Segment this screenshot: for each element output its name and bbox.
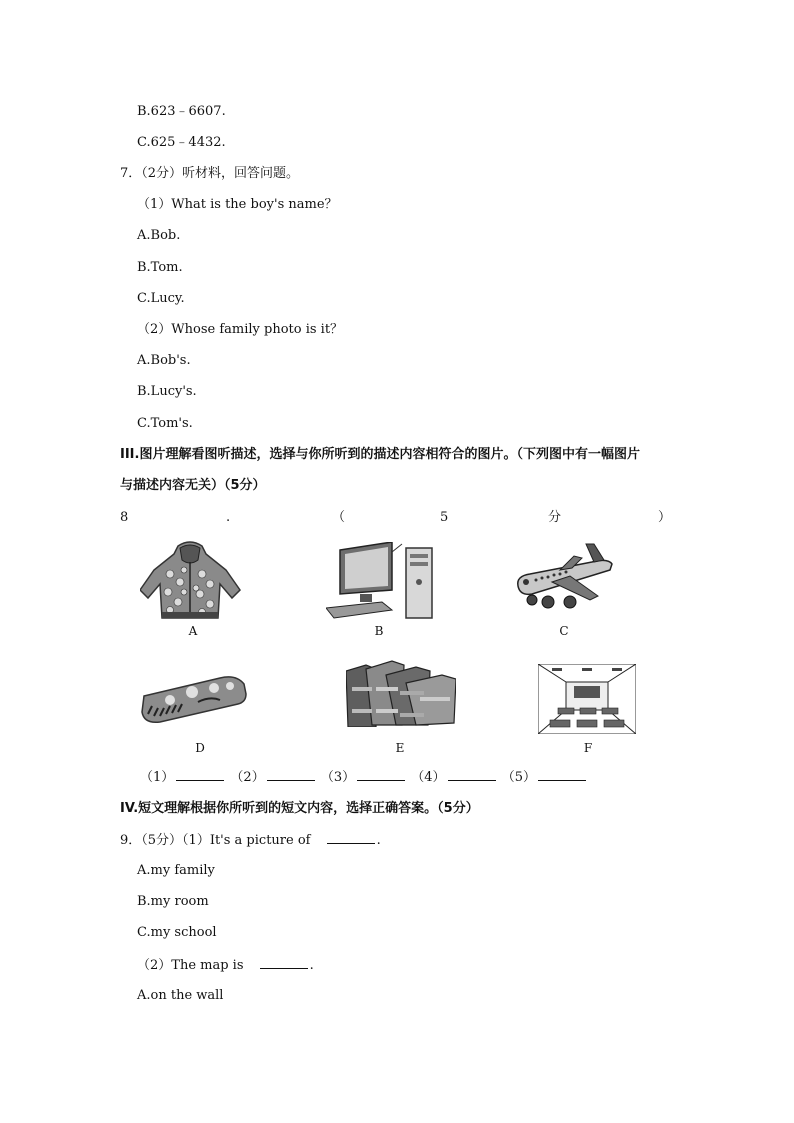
books-icon: [346, 657, 456, 727]
q8-paren-close: ）: [658, 510, 672, 525]
q9-sub2-period: .: [309, 958, 314, 973]
picture-d-label: D: [195, 741, 205, 755]
picture-c-label: C: [559, 624, 569, 638]
classroom-icon: [538, 664, 636, 734]
answer-slot-5-label: （5）: [501, 770, 536, 785]
picture-b-label: B: [374, 624, 384, 638]
q8-score: 5: [440, 510, 449, 525]
q8-unit: 分: [548, 510, 562, 525]
q7-sub1-option-b: B.Tom.: [137, 260, 183, 275]
q8-paren-open: （: [332, 510, 346, 525]
q7-sub2-option-c: C.Tom's.: [137, 416, 193, 431]
pencil-case-icon: [140, 674, 248, 724]
answer-blank-2[interactable]: [267, 768, 315, 781]
answer-slot-2-label: （2）: [230, 770, 265, 785]
q7-sub2-option-a: A.Bob's.: [137, 353, 191, 368]
q7-sub1: （1）What is the boy's name？: [137, 197, 338, 212]
picture-e-label: E: [395, 741, 405, 755]
q9-option-c: C.my school: [137, 925, 217, 940]
option-c: C.625﹣4432.: [137, 135, 226, 150]
option-b: B.623﹣6607.: [137, 104, 226, 119]
answer-blank-1[interactable]: [176, 768, 224, 781]
q9-sub2-option-a: A.on the wall: [137, 988, 224, 1003]
q9-stem-period: .: [376, 833, 381, 848]
airplane-icon: [512, 542, 618, 614]
q9-blank-2[interactable]: [260, 956, 308, 969]
q7-sub1-option-a: A.Bob.: [137, 228, 181, 243]
picture-f-label: F: [583, 741, 593, 755]
computer-icon: [326, 542, 434, 620]
picture-a-label: A: [188, 624, 198, 638]
q9-sub2-line: [137, 956, 314, 975]
jacket-icon: [140, 540, 242, 620]
answer-blank-3[interactable]: [357, 768, 405, 781]
q8-number: 8: [120, 510, 129, 525]
q7-stem: 7．（2分）听材料，回答问题。: [120, 166, 300, 181]
answer-blank-5[interactable]: [538, 768, 586, 781]
q9-stem-line: [120, 831, 381, 850]
part3-heading-line1: III.图片理解看图听描述，选择与你所听到的描述内容相符合的图片。（下列图中有一幅图片: [120, 447, 640, 462]
q8-dot: .: [226, 510, 231, 525]
q9-stem: 9．（5分）（1）It's a picture of: [120, 833, 311, 848]
answer-slot-3-label: （3）: [320, 770, 356, 785]
answer-blanks-row: [140, 768, 588, 787]
answer-slot-4-label: （4）: [411, 770, 446, 785]
answer-slot-1-label: （1）: [140, 770, 175, 785]
q7-sub1-option-c: C.Lucy.: [137, 291, 185, 306]
part4-heading: IV.短文理解根据你所听到的短文内容，选择正确答案。（5分）: [120, 801, 479, 816]
part3-heading-line2: 与描述内容无关）（5分）: [120, 478, 266, 493]
q9-blank-1[interactable]: [327, 831, 375, 844]
q9-option-a: A.my family: [137, 863, 215, 878]
q9-sub2: （2）The map is: [137, 958, 244, 973]
q7-sub2: （2）Whose family photo is it？: [137, 322, 344, 337]
q9-option-b: B.my room: [137, 894, 209, 909]
q7-sub2-option-b: B.Lucy's.: [137, 384, 197, 399]
answer-blank-4[interactable]: [448, 768, 496, 781]
